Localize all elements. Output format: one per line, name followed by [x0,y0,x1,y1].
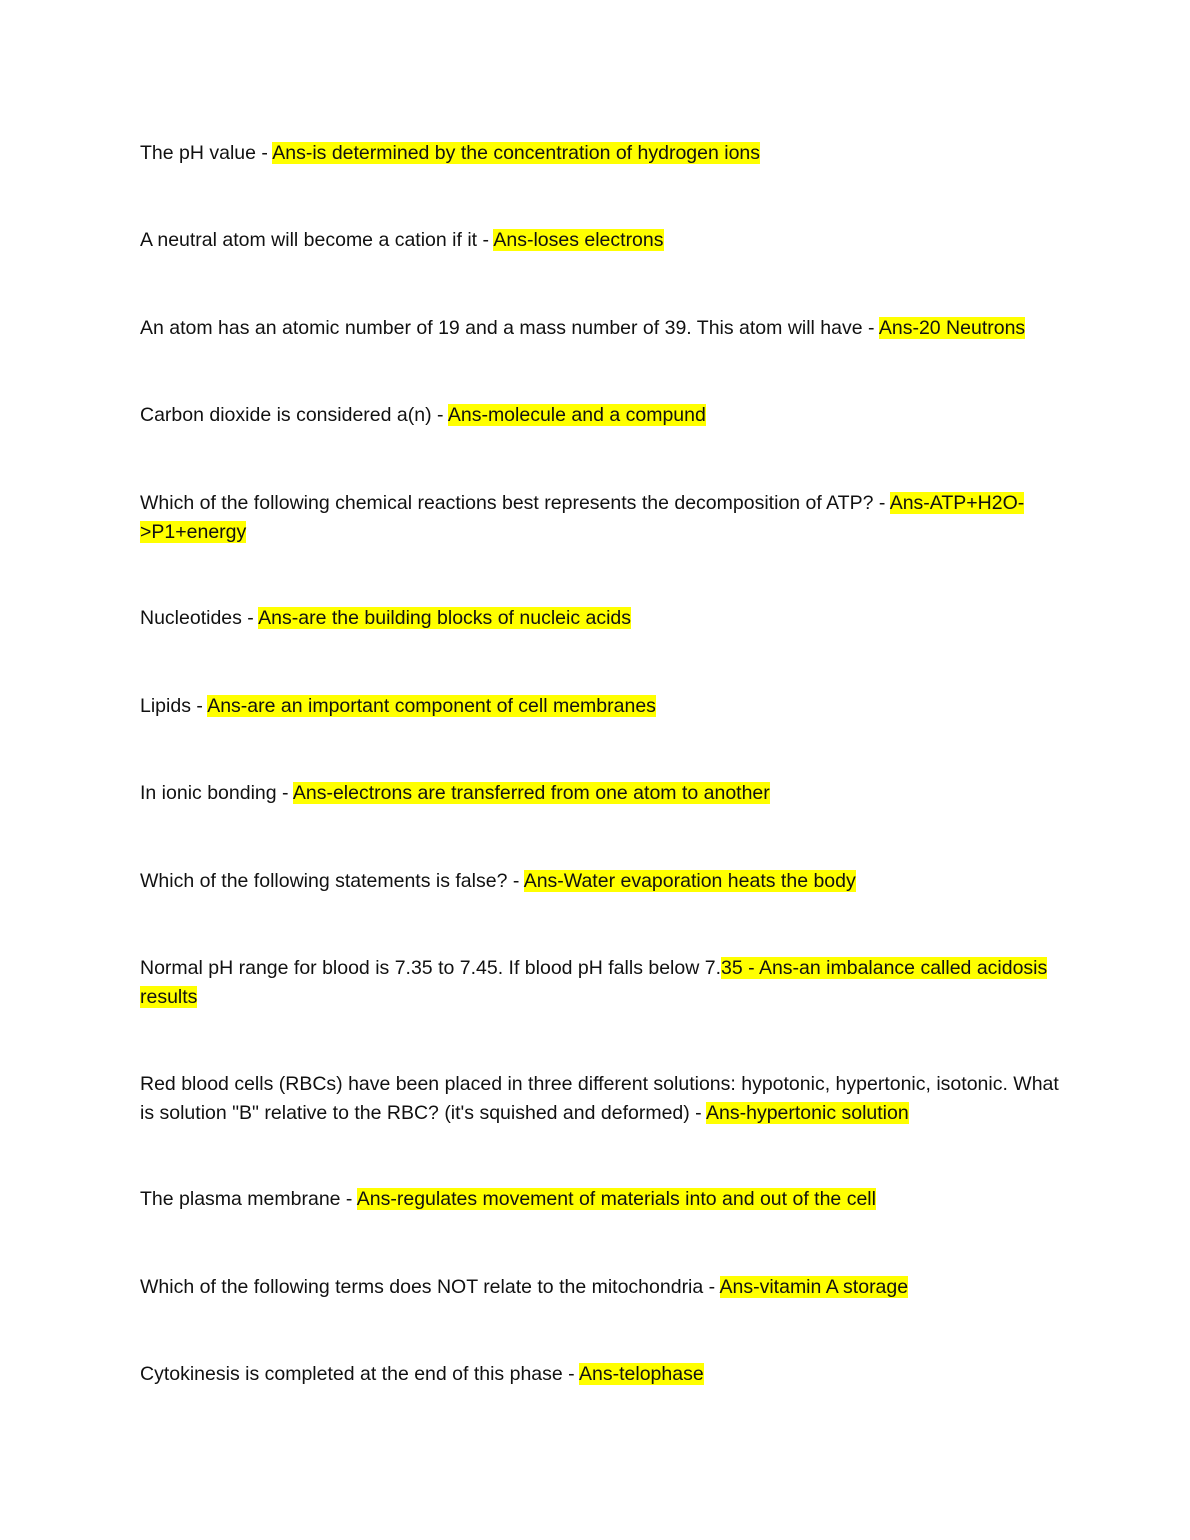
qa-item [140,1185,1060,1214]
question-text: Nucleotides - [140,607,259,629]
question-text: Normal pH range for blood is 7.35 to 7.45. If blood pH falls below 7. [140,957,721,979]
question-text: An atom has an atomic number of 19 and a mass number of 39. This atom will have - [140,317,879,339]
qa-item [140,692,1060,721]
question-text: Which of the following terms does NOT relate to the mitochondria - [140,1276,720,1298]
answer-highlight: Ans-Water evaporation heats the body [523,870,856,892]
qa-item [140,604,1060,633]
qa-item [140,314,1060,343]
answer-highlight: Ans-vitamin A storage [719,1276,909,1298]
qa-item [140,1273,1060,1302]
qa-item [140,1070,1060,1127]
answer-highlight: Ans-regulates movement of materials into and out of the cell [356,1188,876,1210]
question-text: Which of the following statements is false? - [140,870,524,892]
question-text: In ionic bonding - [140,782,293,804]
answer-highlight: Ans-loses electrons [493,229,664,251]
answer-highlight: Ans-hypertonic solution [706,1101,909,1124]
question-text: Red blood cells (RBCs) have been placed in three different solutions: hypotonic, hypertonic, isotonic. What is solution "B" relative to the RBC? (it's squished and deformed) - [140,1073,1059,1124]
answer-highlight: Ans-are the building blocks of nucleic acids [258,607,632,629]
qa-item [140,401,1060,430]
qa-item [140,954,1060,1011]
qa-item [140,779,1060,808]
answer-highlight: Ans-are an important component of cell membranes [207,695,656,717]
question-text: The plasma membrane - [140,1188,357,1210]
question-text: Cytokinesis is completed at the end of this phase - [140,1363,579,1385]
qa-item [140,489,1060,546]
qa-item [140,1360,1060,1389]
question-text: The pH value - [140,142,273,164]
answer-highlight: Ans-telophase [579,1363,704,1385]
answer-highlight: 35 - Ans-an imbalance called acidosis results [140,957,1048,1008]
answer-highlight: Ans-molecule and a compund [447,404,706,426]
answer-highlight: Ans-is determined by the concentration of hydrogen ions [272,142,761,164]
qa-item [140,867,1060,896]
qa-item [140,226,1060,255]
question-text: Carbon dioxide is considered a(n) - [140,404,448,426]
answer-highlight: Ans-20 Neutrons [878,317,1026,339]
answer-highlight: Ans-ATP+H2O->P1+energy [140,492,1025,543]
question-text: Lipids - [140,695,208,717]
question-text: A neutral atom will become a cation if it - [140,229,494,251]
question-text: Which of the following chemical reactions best represents the decomposition of ATP? - [140,492,890,514]
qa-item [140,139,1060,168]
answer-highlight: Ans-electrons are transferred from one atom to another [292,782,770,804]
